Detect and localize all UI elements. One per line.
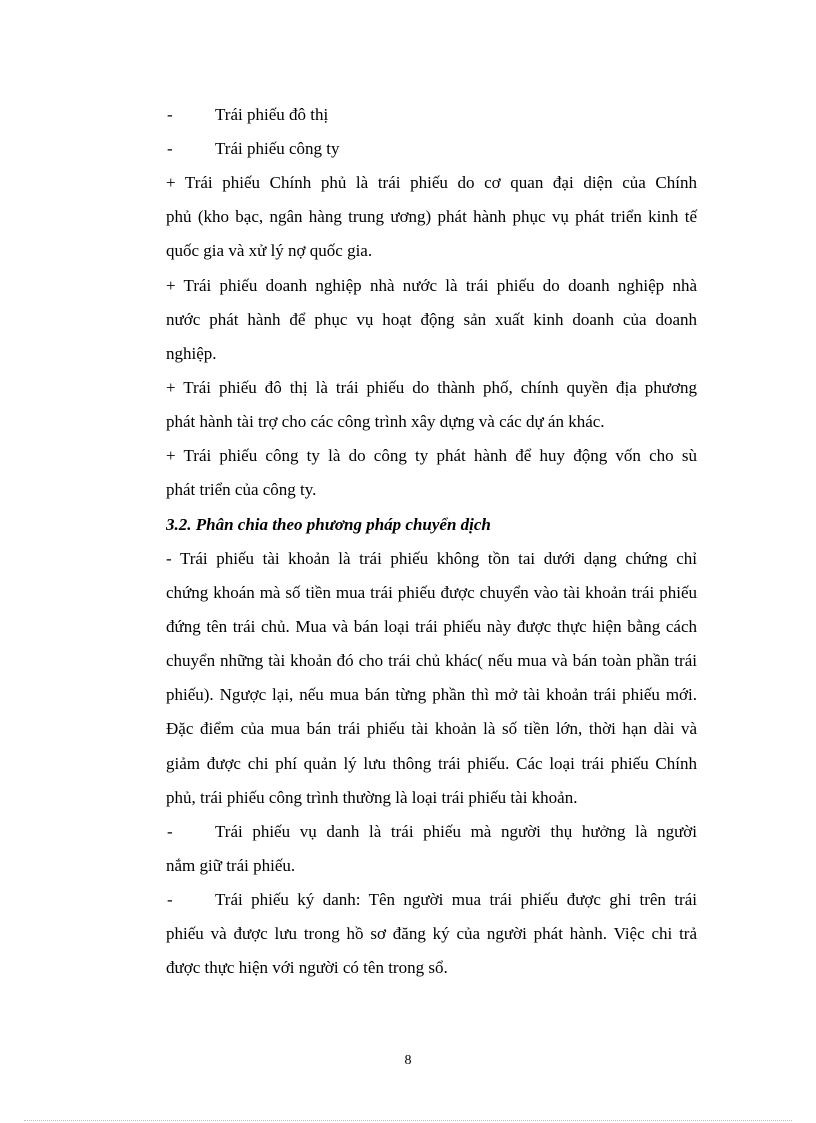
paragraph-text: chuyển những tài khoản đó cho trái chủ khác( nếu mua và bán toàn phần trái bbox=[166, 651, 697, 670]
paragraph-text: được thực hiện với người có tên trong sổ. bbox=[166, 958, 448, 977]
list-item-text: Trái phiếu vụ danh là trái phiếu mà người thụ hưởng là người bbox=[215, 822, 697, 841]
paragraph-text: phiếu và được lưu trong hồ sơ đăng ký của người phát hành. Việc chi trả bbox=[166, 924, 697, 943]
paragraph-text: Đặc điểm của mua bán trái phiếu tài khoản là số tiền lớn, thời hạn dài và bbox=[166, 719, 697, 738]
paragraph-text: đứng tên trái chủ. Mua và bán loại trái phiếu này được thực hiện bằng cách bbox=[166, 617, 697, 636]
list-dash: - bbox=[167, 139, 173, 158]
paragraph-text: - Trái phiếu tài khoản là trái phiếu không tồn tai dưới dạng chứng chỉ bbox=[166, 549, 697, 568]
list-item-text: Trái phiếu công ty bbox=[215, 139, 340, 158]
paragraph-text: nắm giữ trái phiếu. bbox=[166, 856, 296, 875]
paragraph-text: + Trái phiếu công ty là do công ty phát hành để huy động vốn cho sù bbox=[166, 446, 697, 465]
paragraph-text: nghiệp. bbox=[166, 344, 217, 363]
list-dash: - bbox=[167, 105, 173, 124]
paragraph-text: giảm được chi phí quản lý lưu thông trái phiếu. Các loại trái phiếu Chính bbox=[166, 754, 697, 773]
list-dash: - bbox=[167, 822, 173, 841]
paragraph-text: quốc gia và xử lý nợ quốc gia. bbox=[166, 241, 373, 260]
paragraph-text: phủ, trái phiếu công trình thường là loại trái phiếu tài khoản. bbox=[166, 788, 578, 807]
paragraph-text: + Trái phiếu Chính phủ là trái phiếu do cơ quan đại diện của Chính bbox=[166, 173, 697, 192]
paragraph-text: phát hành tài trợ cho các công trình xây dựng và các dự án khác. bbox=[166, 412, 605, 431]
section-heading: 3.2. Phân chia theo phương pháp chuyển dịch bbox=[166, 515, 491, 534]
paragraph-text: + Trái phiếu đô thị là trái phiếu do thành phố, chính quyền địa phương bbox=[166, 378, 697, 397]
list-item-text: Trái phiếu đô thị bbox=[215, 105, 329, 124]
paragraph-text: chứng khoán mà số tiền mua trái phiếu được chuyển vào tài khoản trái phiếu bbox=[166, 583, 697, 602]
paragraph-text: phiếu). Ngược lại, nếu mua bán từng phần thì mở tài khoản trái phiếu mới. bbox=[166, 685, 697, 704]
list-item-text: Trái phiếu ký danh: Tên người mua trái phiếu được ghi trên trái bbox=[215, 890, 697, 909]
page-number: 8 bbox=[404, 1053, 412, 1068]
page-bottom-divider bbox=[24, 1120, 792, 1121]
list-dash: - bbox=[167, 890, 173, 909]
paragraph-text: phủ (kho bạc, ngân hàng trung ương) phát hành phục vụ phát triển kinh tế bbox=[166, 207, 697, 226]
paragraph-text: nước phát hành để phục vụ hoạt động sản xuất kinh doanh của doanh bbox=[166, 310, 697, 329]
paragraph-text: phát triển của công ty. bbox=[166, 480, 317, 499]
paragraph-text: + Trái phiếu doanh nghiệp nhà nước là trái phiếu do doanh nghiệp nhà bbox=[166, 276, 697, 295]
